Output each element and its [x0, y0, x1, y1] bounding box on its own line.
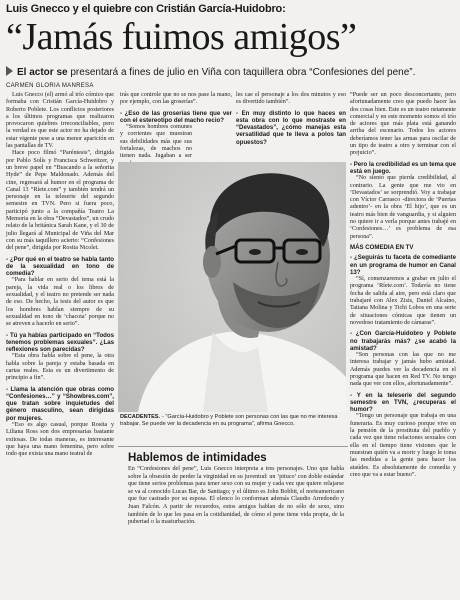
paragraph: trás que controle que no se nos pase la mano, por ejemplo, con las groserías”.: [120, 92, 232, 106]
deck-bold: El actor se: [17, 67, 68, 78]
answer: “Para hablar en serio del tema está la pareja, la vida real o los libros de sexualidad, y el teatro no pretende ser nada de eso. De hecho, la tesis del autor es que los hombres hablan siempre de su sexualidad en tono de ‘chacota’ porque no se atreven a hacerlo en serio”.: [6, 277, 114, 328]
caption-head: DECADENTES.: [120, 414, 161, 420]
sidebar-title: Hablemos de intimidades: [128, 452, 267, 464]
question: - ¿Por qué en el teatro se habla tanto de la sexualidad en tono de comedia?: [6, 255, 114, 278]
question: - Tú ya habías participado en “Todos tenemos problemas sexuales”. ¿Las reflexiones son parecidas?: [6, 331, 114, 354]
byline: CARMEN GLORIA MANRESA: [6, 83, 94, 89]
answer: “Tengo un personaje que trabaja en una funeraria. Es muy curioso porque vive en la pensión de la prostituta del pueblo y cada vez que tiene relaciones sexuales con ella en el tiempo tiene visiones que le muestran quién va a morir y luego le toma las medidas a la gente para hacer los ataúdes. Es absolutamente de comedia y creo que va a estar bueno”.: [350, 413, 456, 478]
column-1: [6, 92, 114, 596]
photo-luis-gnecco: [118, 162, 346, 412]
deck-rest: presentará a fines de julio en Viña con taquillera obra “Confesiones del pene”.: [67, 67, 416, 78]
question: - Y en la teleserie del segundo semestre en TVN, ¿recuperas el humor?: [350, 391, 456, 414]
answer: “Son personas con las que no me interesa trabajar y jamás hubo amistad. Además puedes ver la decadencia en el programa que hacen en Red TV. No tengo nada que ver con ellos, afortunadamente”.: [350, 352, 456, 388]
question: - Llama la atención que obras como “Confesiones…” y “Showbres.com”, que tratan sobre inquietudes del género masculino, sean dirigidas por mujeres.: [6, 385, 114, 422]
answer: “Somos hombres comunes y corrientes que muestran sus debilidades más que sus fortalezas, de machos no tienen nada. Jugaban a ser: [120, 124, 192, 160]
question: - ¿Seguirás tu faceta de comediante en un programa de humor en Canal 13?: [350, 254, 456, 276]
subheading: MÁS COMEDIA EN TV: [350, 243, 414, 251]
paragraph: “Puede ser un poco desconcertante, pero afortunadamente creo que puedo hacer las dos cosas bien. Este es un teatro netamente comercial y en este momento somos el trío de actores que más plata está ganando arriba del escenario. Todos los actores deberíamos tener las armas para oscilar de un tipo de teatro a otro y terminar con el prejuicio”.: [350, 92, 456, 157]
question: - ¿Con García-Huidobro y Poblete no trabajarás más? ¿se acabó la amistad?: [350, 330, 456, 352]
answer: “Eso es algo casual, porque Rosita y Liliana Ross son dos empresarias bastante exitosas. De todas maneras, es interesante que haya una mano femenina, pero sobre todo que exista una mano teatral de: [6, 422, 114, 458]
deck: [6, 66, 456, 79]
paragraph: Hace poco filmó “Paréntesis”, dirigida por Pablo Solís y Francisca Schweitzer, y un breve papel en “Buscando a la señorita Hyde” de Pepe Maldonado. Además del cine, regresará al humor en el programa de Canal 13 “Ríete.com” y también tendrá un personaje en la teleserie del segundo semestre en TVN. Pero si fuera poco, participó junto a la compañía Teatro La Memoria en la obra “Devastados”, un crudo relato de la británica Sarah Kane, y el 30 de julio llegará al Municipal de Viña del Mar con su más taquillero acierto: “Confesiones del pene”, dirigida por Rosita Nicolet.: [6, 150, 114, 252]
caption-text: - “García-Huidobro y Poblete son personas con las que no me interesa trabajar. Se puede ver la decadencia en su programa”, afirma Gnecco.: [120, 414, 338, 427]
kicker: Luis Gnecco y el quiebre con Cristián García-Huidobro:: [6, 3, 286, 15]
divider: [118, 446, 348, 447]
portrait-image: [118, 162, 346, 412]
paragraph: Luis Gnecco (el) armó al trío cómico que formaba con Cristián García-Huidobro y Roberto Poblete. Los conflictos posteriores a los últimos programas que realizaron provocaron quiebres irreconciliables, pero la verdad es que este actor no ha dejado de estar vigente pese a una menor aparición en las pantallas de TV.: [6, 92, 114, 150]
question: - Pero la credibilidad es un tema que está en juego.: [350, 160, 456, 175]
photo-caption: [120, 414, 346, 428]
sidebar-text: En “Confesiones del pene”, Luis Gnecco interpreta a tres personajes. Uno que habla sobre la obsesión de perder la virginidad en su juventud: un ‘pituco’ con doble estándar que tiene serios problemas para tener sexo con su mujer y cada vez que quiere relajarse se va al conocido Lucas Bar, de Santiago; y el último es John Bobbit, el norteamericano que fue castrado por su esposa. El elenco lo conforman además Claudio Arredondo y Juan Falcón. A partir de recuerdos, estos amigos hablan de no sólo de sexo, sino también de lo que les pasa en la cotidianidad, de cómo el pene tiene vida propia, de la pubertad o la masturbación.: [128, 466, 344, 526]
headline: “Jamás fuimos amigos”: [6, 16, 357, 58]
answer: “Esta obra habla sobre el pene, la otra habla sobre la pareja y estaba basada en cartas reales. Esta es un divertimento de principio a fin”.: [6, 353, 114, 382]
question: - En muy distinto lo que haces en esta obra con lo que mostraste en “Devastados”, ¿cómo manejas esta versatilidad que te lleva a polos tan opuestos?: [236, 109, 346, 146]
paragraph: les cae el personaje a los dos minutos y eso es divertido también”.: [236, 92, 346, 106]
column-2: [120, 92, 232, 162]
answer: “Sí, comenzaremos a grabar en julio el programa ‘Ríete.com’. Todavía no tiene fecha de salida al aire, pero está claro que trabajaré con Alex Zisis, Daniel Alcaíno, Tatiana Molina y Tichi Lobos en una serie de situaciones cómicas que tienen un novedoso tratamiento de cámaras”.: [350, 276, 456, 326]
answer: “No siento que pierda credibilidad, al contrario. La gente que me vio en ‘Devastados’ se sorprendió. Voy a trabajar con Víctor Carrasco -directora de ‘Puertas adentro’- en la obra ‘El hijo’, que es un teatro más bien de vanguardia, y si alguien no quiere ir a verla porque antes trabajé en ‘Confesiones…’ es problema de esa persona”.: [350, 175, 456, 240]
column-4: [350, 92, 456, 596]
question: - ¿Eso de las groserías tiene que ver con el estereotipo del macho recio?: [120, 109, 232, 124]
triangle-bullet-icon: [6, 66, 13, 76]
column-3: [236, 92, 346, 146]
